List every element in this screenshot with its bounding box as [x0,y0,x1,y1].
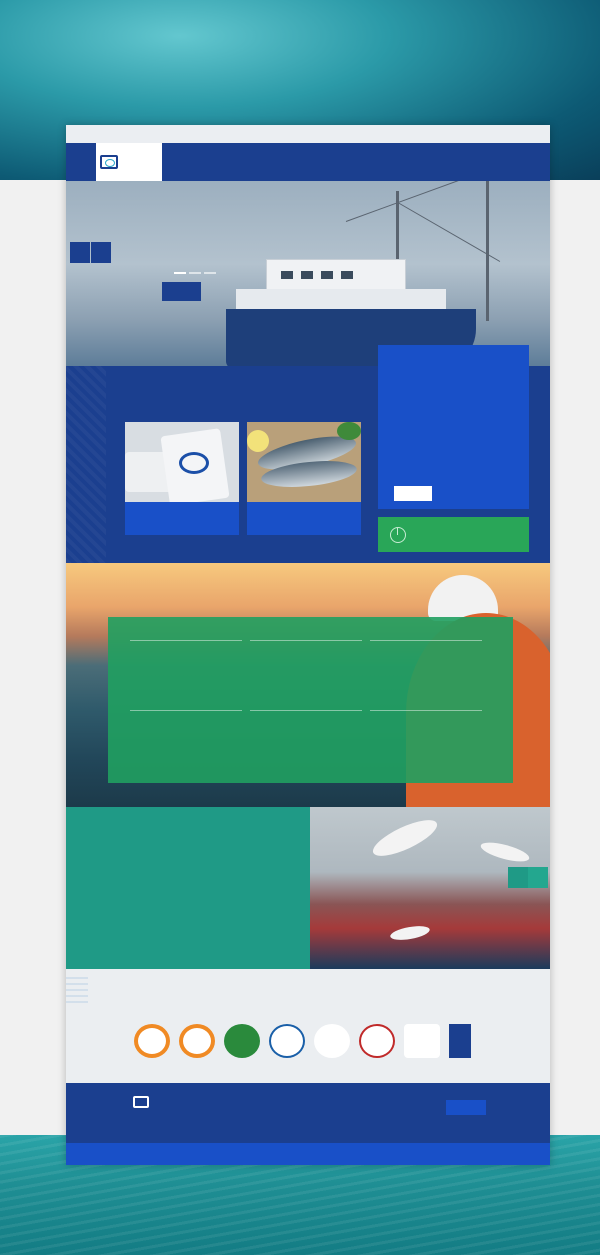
nav-contactos[interactable] [462,143,518,181]
hero-next-button[interactable] [91,242,111,263]
stat-chd [370,697,482,718]
fish-logo-icon [179,452,209,474]
footer-logo[interactable] [133,1096,152,1108]
stat-personas [130,697,242,715]
stat-label [130,627,242,641]
sgs-logo [134,1024,170,1058]
stat-flota [250,627,362,645]
hero-ver-mas-button[interactable] [162,282,201,301]
copyright [66,1143,550,1165]
hero-slider [66,181,550,366]
slider-dots [174,272,216,274]
footer [66,1083,550,1143]
stat-label [250,697,362,711]
certifications-section [66,969,550,1083]
fish-logo-icon [100,155,118,169]
nav-sustentabilidad[interactable] [354,143,408,181]
certification-logos [134,1024,471,1058]
main-nav [192,143,518,181]
header [66,143,550,181]
fish-logo-icon [133,1096,149,1108]
slider-dot[interactable] [204,272,216,274]
nav-productos[interactable] [192,143,246,181]
stat-label [130,697,242,711]
friend-of-sea-logo [359,1024,395,1058]
sustainability-section [66,807,550,969]
eu-flag-logo [449,1024,471,1058]
website-mockup [66,125,550,1165]
waves-decoration [66,973,88,1003]
investor-info-button[interactable] [378,517,529,552]
stat-procesamiento [370,627,482,645]
top-bar [66,125,550,143]
stat-label [250,627,362,641]
stat-label [370,697,482,711]
sustainability-prev-button[interactable] [508,867,528,888]
bac-logo [314,1024,350,1058]
slider-dot[interactable] [174,272,186,274]
logo[interactable] [96,143,162,181]
iffo-logo [269,1024,305,1058]
nav-noticias[interactable] [408,143,462,181]
stat-label [370,627,482,641]
nav-exalmar[interactable] [246,143,300,181]
webmail-button[interactable] [446,1100,486,1115]
figures-panel [108,617,513,783]
product-card-consumo[interactable] [247,422,361,535]
pie-chart-icon [390,527,406,543]
news-box [378,345,529,509]
slider-dot[interactable] [189,272,201,274]
product-card-harina[interactable] [125,422,239,535]
fishmeal-image [125,422,239,502]
brc-logo [404,1024,440,1058]
sgs-logo [179,1024,215,1058]
figures-section [66,563,550,807]
nav-inversionistas[interactable] [300,143,354,181]
gmp-logo [224,1024,260,1058]
seagulls-image [310,807,550,969]
fish-plate-image [247,422,361,502]
stat-chi [250,697,362,718]
sustainability-next-button[interactable] [528,867,548,888]
news-ver-mas-button[interactable] [394,486,432,501]
hero-prev-button[interactable] [70,242,90,263]
stat-trayectoria [130,627,242,645]
sustainability-slider-controls [508,867,548,888]
